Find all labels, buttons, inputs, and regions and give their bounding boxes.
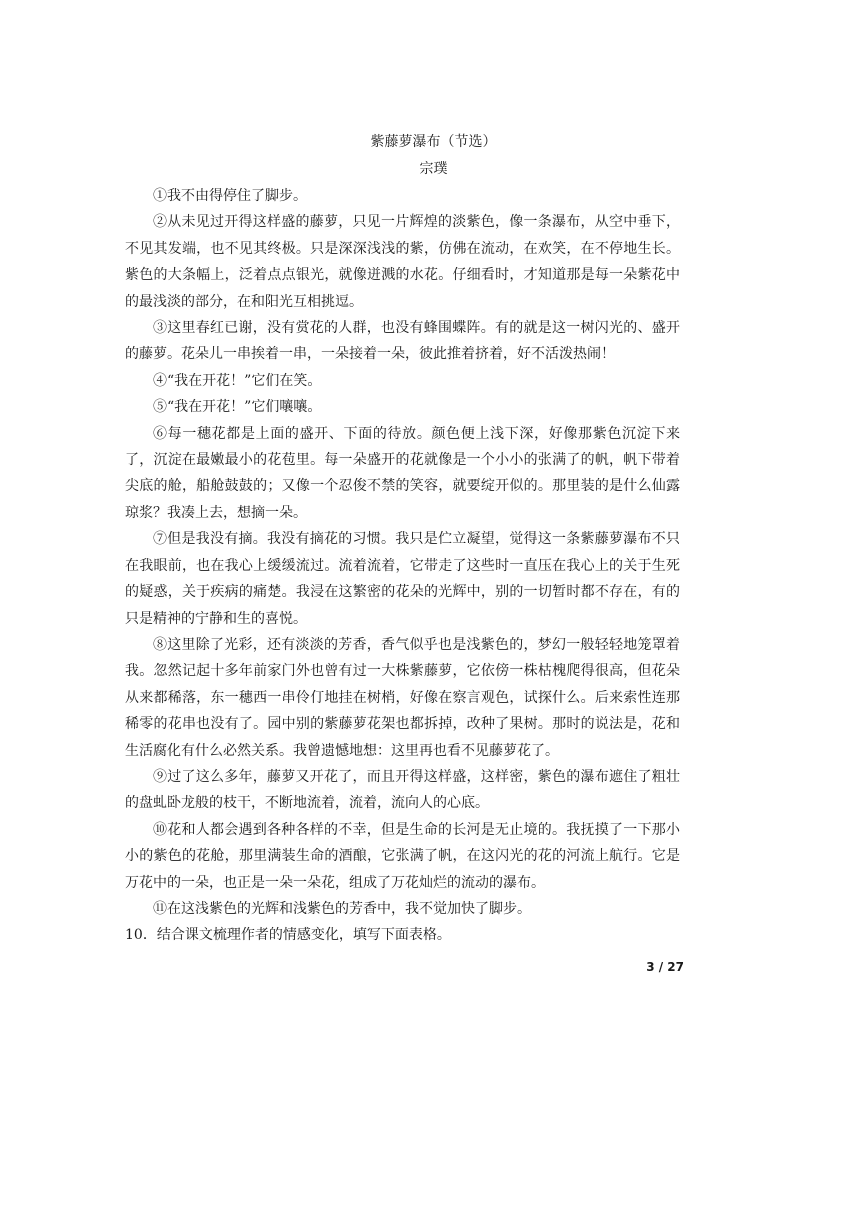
document-author: 宗璞	[419, 161, 448, 177]
paragraph-4: ④“我在开花！”它们在笑。	[153, 372, 322, 389]
paragraph-1: ①我不由得停住了脚步。	[153, 188, 307, 204]
page-number: 3 / 27	[646, 960, 684, 974]
paragraph-8: ⑧这里除了光彩，还有淡淡的芳香，香气似乎也是浅紫色的，梦幻一般轻轻地笼罩着我。忽然记起十多年前家门外也曾有过一大株紫藤萝，它依傍一株枯槐爬得很高，但花朵从来都稀落，东一穗西一串伶仃地挂在树梢，好像在察言观色，试探什么。后来索性连那稀零的花串也没有了。园中别的紫藤萝花架也都拆掉，改种了果树。那时的说法是，花和生活腐化有什么必然关系。我曾遗憾地想：这里再也看不见藤萝花了。	[125, 636, 680, 759]
paragraph-5: ⑤“我在开花！”它们嚷嚷。	[153, 399, 322, 416]
paragraph-2: ②从未见过开得这样盛的藤萝，只见一片辉煌的淡紫色，像一条瀑布，从空中垂下，不见其发端，也不见其终极。只是深深浅浅的紫，仿佛在流动，在欢笑，在不停地生长。紫色的大条幅上，泛着点点银光，就像迸溅的水花。仔细看时，才知道那是每一朵紫花中的最浅淡的部分，在和阳光互相挑逗。	[125, 214, 680, 310]
question-10: 10．结合课文梳理作者的情感变化，填写下面表格。	[125, 927, 451, 944]
paragraph-6: ⑥每一穗花都是上面的盛开、下面的待放。颜色便上浅下深，好像那紫色沉淀下来了，沉淀在最嫩最小的花苞里。每一朵盛开的花就像是一个小小的张满了的帆，帆下带着尖底的舱，船舱鼓鼓的；又像一个忍俊不禁的笑容，就要绽开似的。那里装的是什么仙露琼浆？我凑上去，想摘一朵。	[125, 425, 680, 521]
paragraph-10: ⑩花和人都会遇到各种各样的不幸，但是生命的长河是无止境的。我抚摸了一下那小小的紫色的花舱，那里满装生命的酒酿，它张满了帆，在这闪光的花的河流上航行。它是万花中的一朵，也正是一朵一朵花，组成了万花灿烂的流动的瀑布。	[125, 821, 680, 891]
paragraph-11: ⑪在这浅紫色的光辉和浅紫色的芳香中，我不觉加快了脚步。	[153, 900, 531, 917]
paragraph-3: ③这里春红已谢，没有赏花的人群，也没有蜂围蝶阵。有的就是这一树闪光的、盛开的藤萝。花朵儿一串挨着一串，一朵接着一朵，彼此推着挤着，好不活泼热闹！	[125, 320, 680, 363]
paragraph-7: ⑦但是我没有摘。我没有摘花的习惯。我只是伫立凝望，觉得这一条紫藤萝瀑布不只在我眼前，也在我心上缓缓流过。流着流着，它带走了这些时一直压在我心上的关于生死的疑惑，关于疾病的痛楚。我浸在这繁密的花朵的光辉中，别的一切暂时都不存在，有的只是精神的宁静和生的喜悦。	[125, 531, 680, 627]
document-title: 紫藤萝瀑布（节选）	[370, 134, 497, 150]
document-body	[125, 183, 680, 949]
paragraph-9: ⑨过了这么多年，藤萝又开花了，而且开得这样盛，这样密，紫色的瀑布遮住了粗壮的盘虬卧龙般的枝干，不断地流着，流着，流向人的心底。	[125, 768, 680, 812]
